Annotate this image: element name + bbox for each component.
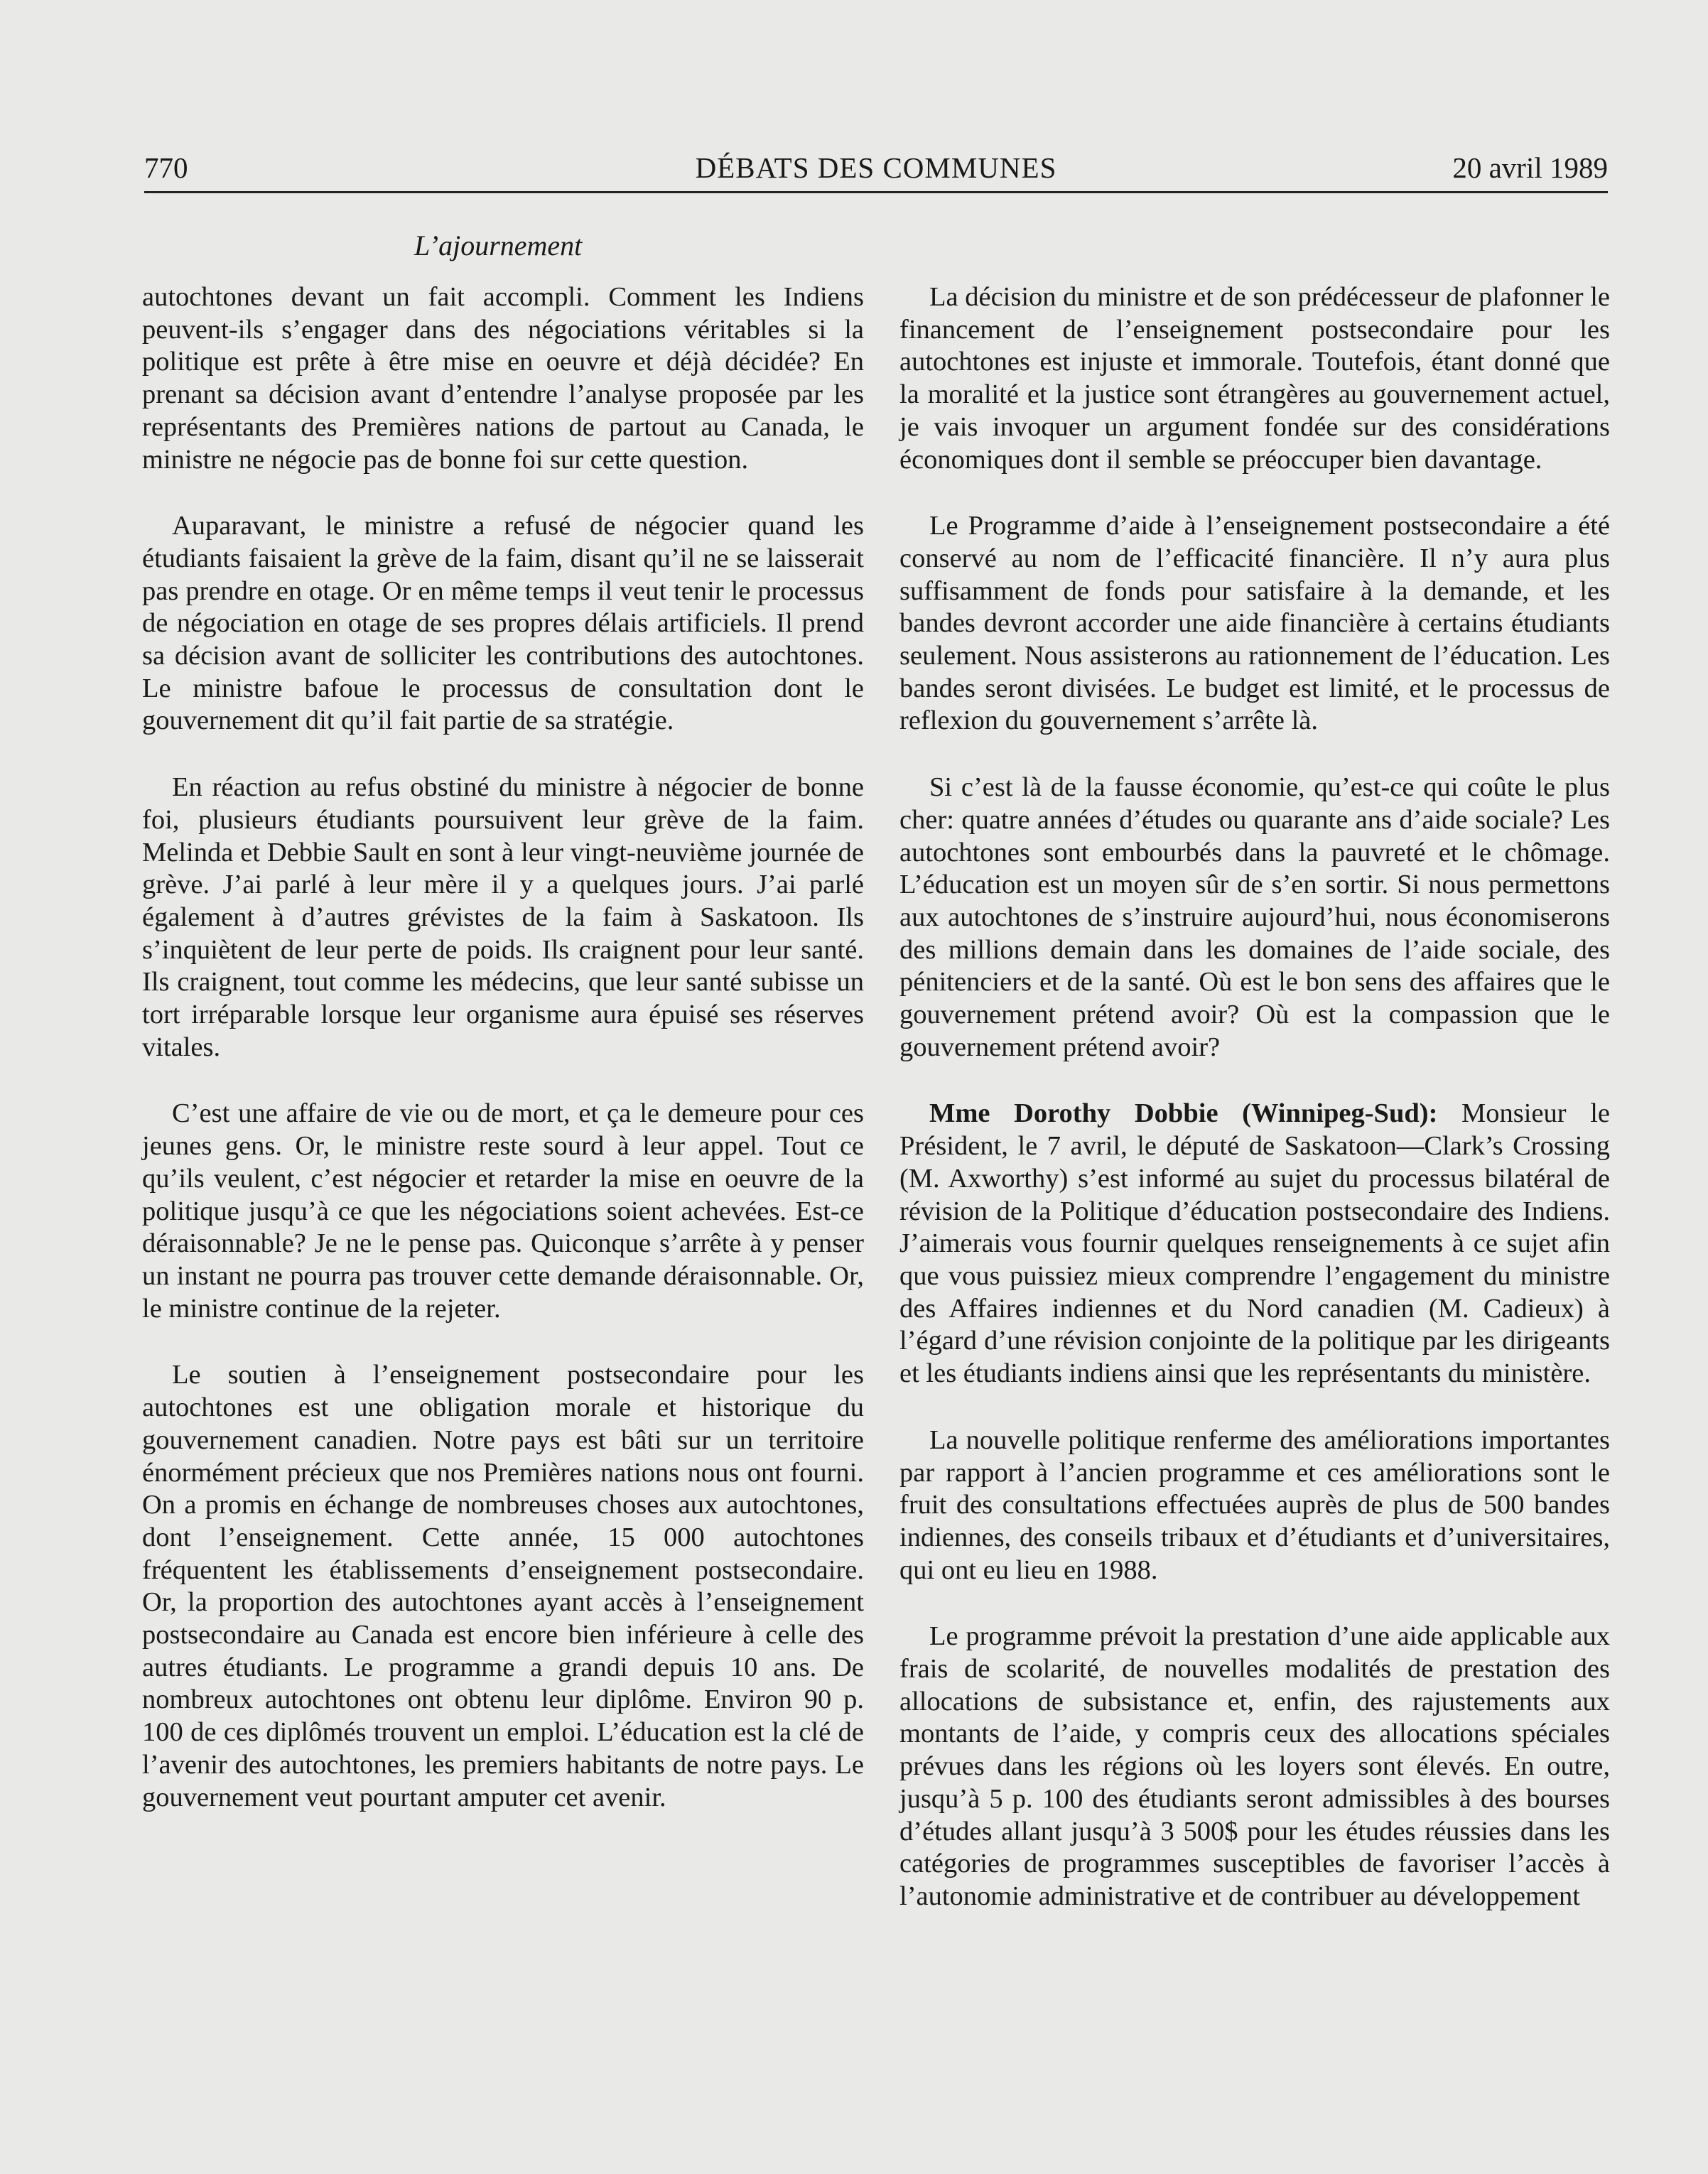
paragraph: Si c’est là de la fausse économie, qu’est-ce qui coûte le plus cher: quatre années d’études ou quarante ans d’aide sociale? Les autochtones sont embourbés dans la pauvreté et le chômage. L’éducation est un moyen sûr de s’en sortir. Si nous permettons aux autochtones de s’instruire aujourd’hui, nous économiserons des millions demain dans les domaines de l’aide sociale, des pénitenciers et de la santé. Où est le bon sens des affaires que le gouvernement prétend avoir? Où est la compassion que le gouvernement prétend avoir? — [899, 772, 1610, 1062]
paragraph: autochtones devant un fait accompli. Comment les Indiens peuvent-ils s’engager dans des négociations véritables si la politique est prête à être mise en oeuvre et déjà décidée? En prenant sa décision avant d’entendre l’analyse proposée par les représentants des Premières nations de partout au Canada, le ministre ne négocie pas de bonne foi sur cette question. — [142, 282, 864, 475]
paragraph: La décision du ministre et de son prédécesseur de plafonner le financement de l’enseignement postsecondaire pour les autochtones est injuste et immorale. Toutefois, étant donné que la moralité et la justice sont étrangères au gouvernement actuel, je vais invoquer un argument fondée sur des considérations économiques dont il semble se préoccuper bien davantage. — [899, 282, 1610, 475]
paragraph: Le programme prévoit la prestation d’une aide applicable aux frais de scolarité, de nouvelles modalités de prestation des allocations de subsistance et, enfin, des rajustements aux montants de l’aide, y compris ceux des allocations spéciales prévues dans les régions où les loyers sont élevés. En outre, jusqu’à 5 p. 100 des étudiants seront admissibles à des bourses d’études allant jusqu’à 3 500$ pour les études réussies dans les catégories de programmes susceptibles de favoriser l’accès à l’autonomie administrative et de contribuer au développement — [899, 1621, 1610, 1911]
paragraph: La nouvelle politique renferme des améliorations importantes par rapport à l’ancien programme et ces améliorations sont le fruit des consultations effectuées auprès de plus de 500 bandes indiennes, des conseils tribaux et d’étudiants et d’universitaires, qui ont eu lieu en 1988. — [899, 1424, 1610, 1585]
speaker-name: Mme Dorothy Dobbie (Winnipeg-Sud): — [929, 1098, 1438, 1129]
page-date: 20 avril 1989 — [1452, 151, 1608, 184]
paragraph: Le Programme d’aide à l’enseignement postsecondaire a été conservé au nom de l’efficacité financière. Il n’y aura plus suffisamment de fonds pour satisfaire à la demande, et les bandes devront accorder une aide financière à certains étudiants seulement. Nous assisterons au rationnement de l’éducation. Les bandes seront divisées. Le budget est limité, et le processus de reflexion du gouvernement s’arrête là. — [899, 511, 1610, 736]
paragraph: En réaction au refus obstiné du ministre à négocier de bonne foi, plusieurs étudiants poursuivent leur grève de la faim. Melinda et Debbie Sault en sont à leur vingt-neuvième journée de grève. J’ai parlé à leur mère il y a quelques jours. J’ai parlé également à d’autres grévistes de la faim à Saskatoon. Ils s’inquiètent de leur perte de poids. Ils craignent pour leur santé. Ils craignent, tout comme les médecins, que leur santé subisse un tort irréparable lorsque leur organisme aura épuisé ses réserves vitales. — [142, 772, 864, 1062]
section-title: L’ajournement — [414, 229, 583, 261]
running-head — [144, 151, 1608, 193]
paragraph: Auparavant, le ministre a refusé de négocier quand les étudiants faisaient la grève de la faim, disant qu’il ne se laisserait pas prendre en otage. Or en même temps il veut tenir le processus de négociation en otage de ses propres délais artificiels. Il prend sa décision avant de solliciter les contributions des autochtones. Le ministre bafoue le processus de consultation dont le gouvernement dit qu’il fait partie de sa stratégie. — [142, 511, 864, 736]
speech-paragraph — [899, 1098, 1610, 1390]
paragraph: C’est une affaire de vie ou de mort, et ça le demeure pour ces jeunes gens. Or, le ministre reste sourd à leur appel. Tout ce qu’ils veulent, c’est négocier et retarder la mise en oeuvre de la politique jusqu’à ce que les négociations soient achevées. Est-ce déraisonnable? Je ne le pense pas. Quiconque s’arrête à y penser un instant ne pourra pas trouver cette demande déraisonnable. Or, le ministre continue de la rejeter. — [142, 1098, 864, 1324]
paragraph: Le soutien à l’enseignement postsecondaire pour les autochtones est une obligation morale et historique du gouvernement canadien. Notre pays est bâti sur un territoire énormément précieux que nos Premières nations nous ont fourni. On a promis en échange de nombreuses choses aux autochtones, dont l’enseignement. Cette année, 15 000 autochtones fréquentent les établissements d’enseignement postsecondaire. Or, la proportion des autochtones ayant accès à l’enseignement postsecondaire au Canada est encore bien inférieure à celle des autres étudiants. Le programme a grandi depuis 10 ans. De nombreux autochtones ont obtenu leur diplôme. Environ 90 p. 100 de ces diplômés trouvent un emploi. L’éducation est la clé de l’avenir des autochtones, les premiers habitants de notre pays. Le gouvernement veut pourtant amputer cet avenir. — [142, 1360, 864, 1812]
header-rule — [144, 191, 1608, 193]
right-column — [899, 281, 1610, 1947]
left-column — [142, 281, 864, 1848]
speech-text: Monsieur le Président, le 7 avril, le député de Saskatoon—Clark’s Crossing (M. Axworthy) s’est informé au sujet du processus bilatéral de révision de la Politique d’éducation postsecondaire des Indiens. J’aimerais vous fournir quelques renseignements à ce sujet afin que vous puissiez mieux comprendre l’engagement du ministre des Affaires indiennes et du Nord canadien (M. Cadieux) à l’égard d’une révision conjointe de la politique par les dirigeants et les étudiants indiens ainsi que les représentants du ministère. — [899, 1098, 1610, 1389]
journal-title: DÉBATS DES COMMUNES — [695, 151, 1057, 184]
page-number: 770 — [144, 151, 188, 184]
